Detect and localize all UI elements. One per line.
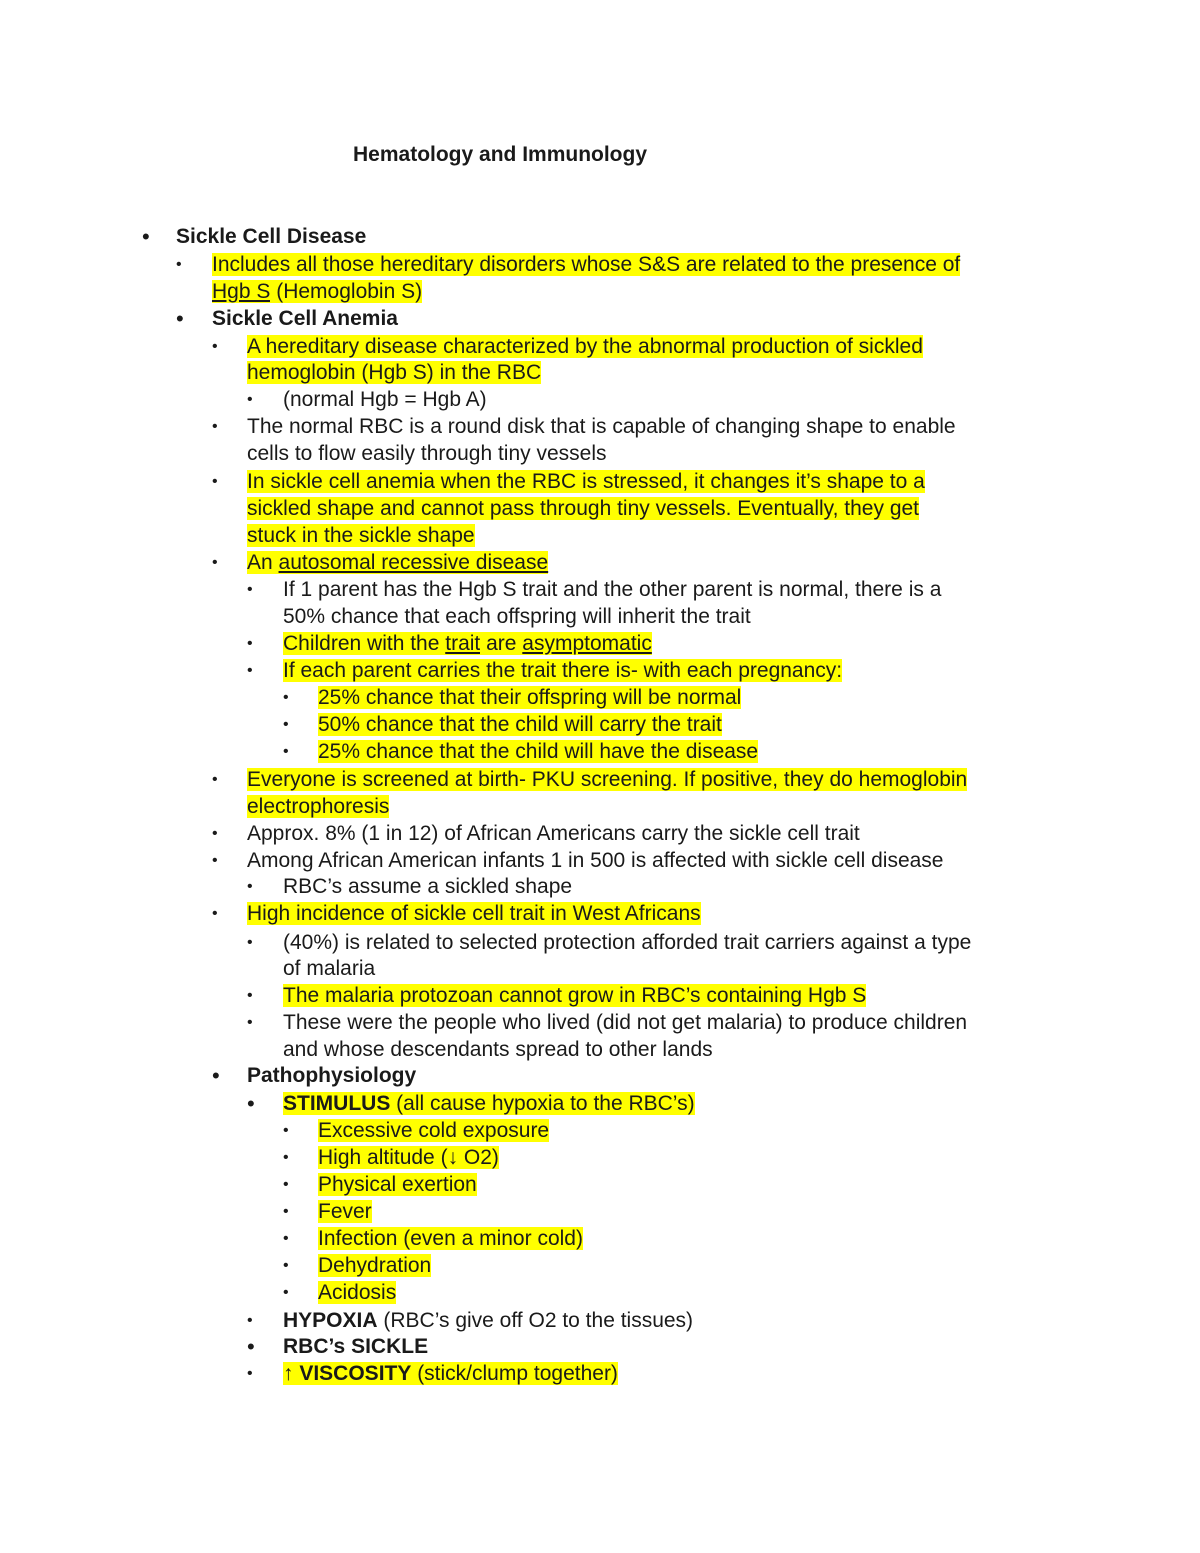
bullet-icon: •	[212, 554, 218, 571]
list-item-cont: and whose descendants spread to other lands	[283, 1038, 713, 1061]
list-item: If each parent carries the trait there is- with each pregnancy:	[283, 659, 843, 682]
bullet-icon: •	[247, 391, 253, 408]
list-item: High incidence of sickle cell trait in West Africans	[247, 902, 701, 925]
list-item: The malaria protozoan cannot grow in RBC’s containing Hgb S	[283, 984, 867, 1007]
heading-pathophysiology: Pathophysiology	[247, 1064, 417, 1087]
bullet-icon: •	[247, 878, 253, 895]
list-item: Includes all those hereditary disorders whose S&S are related to the presence of	[212, 253, 961, 276]
bullet-icon: •	[283, 689, 289, 706]
list-item: STIMULUS (all cause hypoxia to the RBC’s)	[283, 1092, 695, 1115]
bullet-icon: •	[212, 825, 218, 842]
list-item: Among African American infants 1 in 500 is affected with sickle cell disease	[247, 849, 944, 872]
list-item: 50% chance that the child will carry the trait	[318, 713, 722, 736]
list-item: HYPOXIA (RBC’s give off O2 to the tissues)	[283, 1309, 694, 1332]
list-item: RBC’s SICKLE	[283, 1335, 429, 1358]
bullet-icon: •	[176, 306, 184, 331]
list-item: A hereditary disease characterized by the abnormal production of sickled	[247, 335, 923, 358]
bullet-icon: •	[247, 1312, 253, 1329]
list-item-cont: hemoglobin (Hgb S) in the RBC	[247, 361, 542, 384]
bullet-icon: •	[247, 1365, 253, 1382]
list-item: High altitude (↓ O2)	[318, 1146, 499, 1169]
bullet-icon: •	[247, 581, 253, 598]
list-item: Physical exertion	[318, 1173, 477, 1196]
bullet-icon: •	[283, 1284, 289, 1301]
list-item-cont: cells to flow easily through tiny vessels	[247, 442, 607, 465]
list-item-cont: Hgb S (Hemoglobin S)	[212, 280, 423, 303]
bullet-icon: •	[247, 1014, 253, 1031]
bullet-icon: •	[212, 473, 218, 490]
bullet-icon: •	[212, 1063, 220, 1088]
list-item-cont: stuck in the sickle shape	[247, 524, 475, 547]
list-item-cont: sickled shape and cannot pass through tiny vessels. Eventually, they get	[247, 497, 920, 520]
bullet-icon: •	[212, 905, 218, 922]
bullet-icon: •	[283, 716, 289, 733]
list-item: If 1 parent has the Hgb S trait and the other parent is normal, there is a	[283, 578, 942, 601]
list-item-cont: of malaria	[283, 957, 376, 980]
list-item: 25% chance that the child will have the disease	[318, 740, 759, 763]
list-item: Dehydration	[318, 1254, 432, 1277]
heading-sickle-cell-anemia: Sickle Cell Anemia	[212, 307, 398, 330]
bullet-icon: •	[247, 987, 253, 1004]
bullet-icon: •	[283, 743, 289, 760]
bullet-icon: •	[283, 1257, 289, 1274]
list-item: Fever	[318, 1200, 372, 1223]
bullet-icon: •	[142, 224, 150, 249]
list-item: Everyone is screened at birth- PKU screening. If positive, they do hemoglobin	[247, 768, 968, 791]
bullet-icon: •	[283, 1122, 289, 1139]
bullet-icon: •	[283, 1230, 289, 1247]
list-item: Approx. 8% (1 in 12) of African Americans carry the sickle cell trait	[247, 822, 860, 845]
list-item: ↑ VISCOSITY (stick/clump together)	[283, 1362, 618, 1385]
list-item: 25% chance that their offspring will be normal	[318, 686, 742, 709]
heading-sickle-cell-disease: Sickle Cell Disease	[176, 225, 367, 248]
list-item: The normal RBC is a round disk that is capable of changing shape to enable	[247, 415, 956, 438]
list-item: (40%) is related to selected protection afforded trait carriers against a type	[283, 931, 972, 954]
list-item: Excessive cold exposure	[318, 1119, 550, 1142]
list-item: Children with the trait are asymptomatic	[283, 632, 652, 655]
page-title: Hematology and Immunology	[353, 143, 648, 166]
list-item: RBC’s assume a sickled shape	[283, 875, 573, 898]
bullet-icon: •	[247, 1334, 255, 1359]
bullet-icon: •	[247, 934, 253, 951]
bullet-icon: •	[212, 338, 218, 355]
list-item: These were the people who lived (did not get malaria) to produce children	[283, 1011, 968, 1034]
bullet-icon: •	[176, 256, 182, 273]
list-item: Infection (even a minor cold)	[318, 1227, 583, 1250]
bullet-icon: •	[247, 662, 253, 679]
bullet-icon: •	[283, 1176, 289, 1193]
bullet-icon: •	[212, 771, 218, 788]
bullet-icon: •	[212, 852, 218, 869]
bullet-icon: •	[247, 1091, 255, 1116]
list-item: (normal Hgb = Hgb A)	[283, 388, 487, 411]
bullet-icon: •	[283, 1203, 289, 1220]
list-item: An autosomal recessive disease	[247, 551, 549, 574]
list-item: Acidosis	[318, 1281, 397, 1304]
list-item-cont: electrophoresis	[247, 795, 390, 818]
bullet-icon: •	[212, 418, 218, 435]
list-item: In sickle cell anemia when the RBC is stressed, it changes it’s shape to a	[247, 470, 925, 493]
list-item-cont: 50% chance that each offspring will inherit the trait	[283, 605, 751, 628]
bullet-icon: •	[247, 635, 253, 652]
bullet-icon: •	[283, 1149, 289, 1166]
